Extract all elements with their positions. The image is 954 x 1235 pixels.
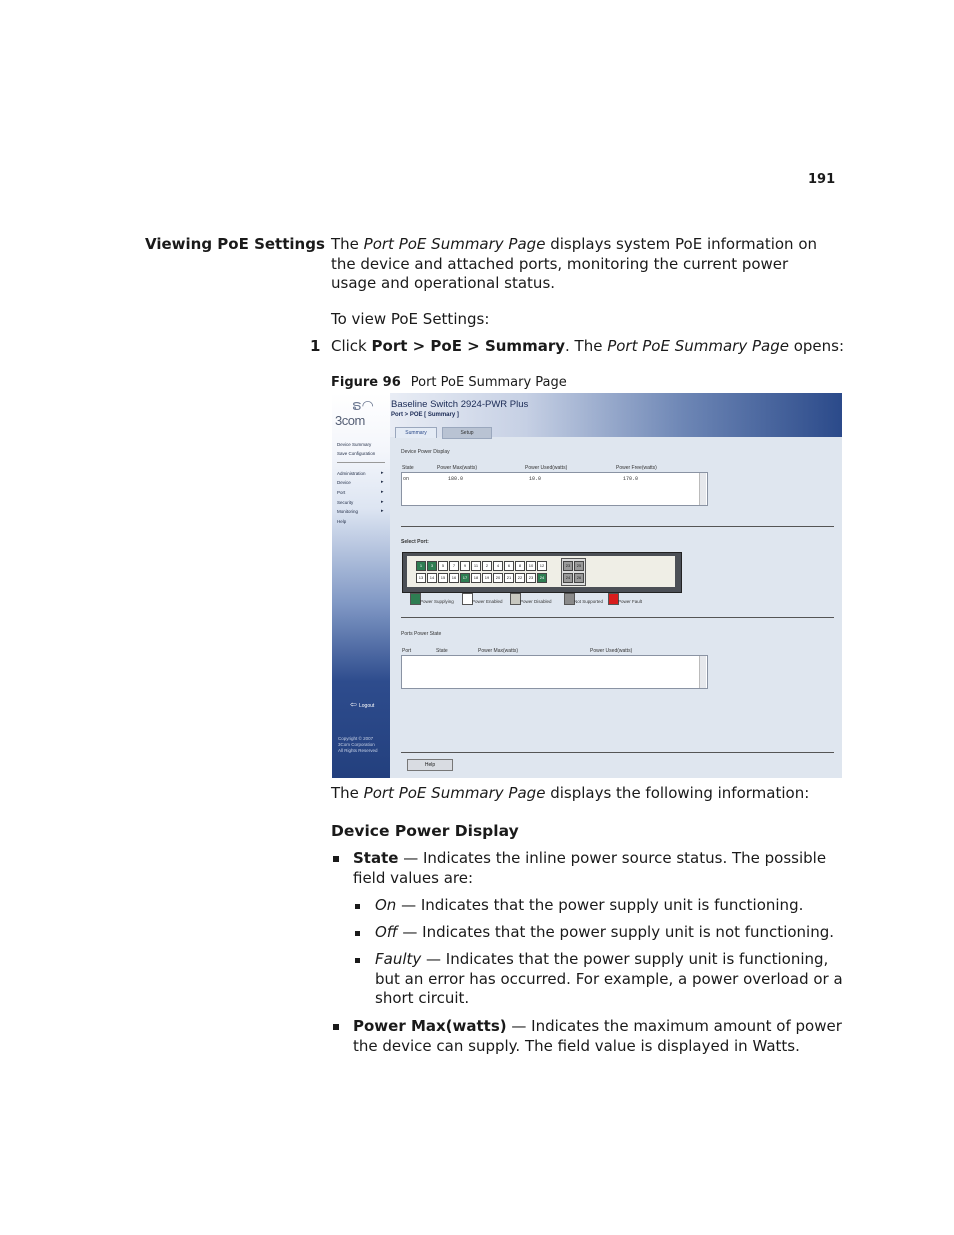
page-number: 191: [808, 172, 836, 187]
cell-power-max: 180.0: [448, 476, 464, 482]
scrollbar[interactable]: [699, 656, 706, 688]
port-14-button[interactable]: 14: [427, 573, 437, 583]
bullet-icon: [333, 1024, 339, 1030]
scrollbar[interactable]: [699, 473, 706, 505]
nav-device-summary[interactable]: Device Summary: [337, 442, 372, 447]
port-11-button[interactable]: 11: [471, 561, 481, 571]
bullet-state: State — Indicates the inline power source status. The possible field values are:: [353, 849, 827, 887]
nav-security[interactable]: Security: [337, 500, 354, 505]
nav-administration[interactable]: Administration: [337, 471, 366, 476]
port-3-button[interactable]: 3: [427, 561, 437, 571]
port-24-button[interactable]: 24: [563, 573, 573, 583]
after-figure-paragraph: The Port PoE Summary Page displays the following information:: [331, 784, 810, 802]
step-number: 1: [310, 337, 321, 355]
cell-power-used: 10.0: [529, 476, 542, 482]
nav-divider: [337, 462, 385, 463]
nav-device[interactable]: Device: [337, 480, 351, 485]
cell-power-free: 170.0: [623, 476, 639, 482]
legend-label: Not Supported: [574, 599, 604, 604]
3com-logo-icon: ຣ◠: [352, 398, 374, 414]
legend-label: Power Supplying: [420, 599, 454, 604]
port-16-button[interactable]: 16: [449, 573, 459, 583]
col-state: State: [436, 648, 448, 654]
chevron-right-icon: ▸: [381, 479, 384, 485]
bullet-icon: [355, 958, 360, 963]
chevron-right-icon: ▸: [381, 470, 384, 476]
logout-icon: ⇦: [350, 700, 357, 709]
nav-port[interactable]: Port: [337, 490, 346, 495]
tab-setup[interactable]: Setup: [442, 427, 492, 439]
bullet-icon: [355, 931, 360, 936]
chevron-right-icon: ▸: [381, 489, 384, 495]
port-19-button[interactable]: 19: [482, 573, 492, 583]
col-power-free: Power Free(watts): [616, 465, 657, 471]
breadcrumb: Port > POE [ Summary ]: [391, 412, 459, 418]
bullet-icon: [333, 856, 339, 862]
app-title: Baseline Switch 2924-PWR Plus: [391, 399, 529, 410]
device-power-title: Device Power Display: [401, 449, 450, 455]
col-power-max: Power Max(watts): [437, 465, 478, 471]
legend-label: Power Disabled: [520, 599, 552, 604]
copyright-line-1: Copyright © 2007: [338, 736, 374, 741]
col-state: State: [402, 465, 414, 471]
bullet-icon: [355, 904, 360, 909]
ports-power-table: [401, 655, 708, 689]
col-power-used: Power Used(watts): [590, 648, 633, 654]
copyright-line-3: All Rights Reserved: [338, 748, 378, 753]
nav-monitoring[interactable]: Monitoring: [337, 509, 359, 514]
to-view-text: To view PoE Settings:: [331, 310, 490, 328]
legend-label: Power Enabled: [472, 599, 503, 604]
poe-summary-screenshot: [332, 393, 842, 778]
port-17-button[interactable]: 17: [460, 573, 470, 583]
copyright-line-2: 3Com Corporation: [338, 742, 375, 747]
chevron-right-icon: ▸: [381, 508, 384, 514]
logout-link[interactable]: Logout: [359, 703, 375, 709]
port-5-button[interactable]: 5: [438, 561, 448, 571]
port-23-button[interactable]: 23: [563, 561, 573, 571]
logo-text: 3com: [335, 413, 365, 428]
port-25-button[interactable]: 25: [574, 561, 584, 571]
divider: [401, 526, 834, 527]
help-button[interactable]: Help: [407, 759, 453, 771]
port-24-button[interactable]: 24: [537, 573, 547, 583]
col-power-used: Power Used(watts): [525, 465, 568, 471]
bullet-power-max: Power Max(watts) — Indicates the maximum amount of power the device can supply. The field value is displayed in Watts.: [353, 1017, 842, 1055]
port-26-button[interactable]: 26: [574, 573, 584, 583]
port-4-button[interactable]: 4: [493, 561, 503, 571]
cell-state: on: [403, 476, 410, 482]
port-15-button[interactable]: 15: [438, 573, 448, 583]
bullet-on: On — Indicates that the power supply unit is functioning.: [375, 896, 804, 914]
port-7-button[interactable]: 7: [449, 561, 459, 571]
port-1-button[interactable]: 1: [416, 561, 426, 571]
port-20-button[interactable]: 20: [493, 573, 503, 583]
divider: [401, 617, 834, 618]
intro-paragraph: The Port PoE Summary Page displays system PoE information on the device and attached ports, monitoring the current power usage and operational status.: [331, 235, 818, 292]
divider: [401, 752, 834, 753]
port-13-button[interactable]: 13: [416, 573, 426, 583]
bullet-off: Off — Indicates that the power supply unit is not functioning.: [375, 923, 835, 941]
col-power-max: Power Max(watts): [478, 648, 519, 654]
subheading: Device Power Display: [331, 822, 519, 840]
port-22-button[interactable]: 22: [515, 573, 525, 583]
port-10-button[interactable]: 10: [526, 561, 536, 571]
port-8-button[interactable]: 8: [515, 561, 525, 571]
ports-power-title: Ports Power State: [401, 631, 442, 637]
bullet-faulty: Faulty — Indicates that the power supply unit is functioning, but an error has occurred. For example, a power overload or a short circuit.: [375, 950, 843, 1007]
nav-save-configuration[interactable]: Save Configuration: [337, 451, 376, 456]
step-text: Click Port > PoE > Summary. The Port PoE Summary Page opens:: [331, 337, 845, 355]
section-heading: Viewing PoE Settings: [145, 235, 325, 253]
figure-caption: Figure 96 Port PoE Summary Page: [331, 375, 567, 390]
port-23-button[interactable]: 23: [526, 573, 536, 583]
port-9-button[interactable]: 9: [460, 561, 470, 571]
port-12-button[interactable]: 12: [537, 561, 547, 571]
port-21-button[interactable]: 21: [504, 573, 514, 583]
chevron-right-icon: ▸: [381, 499, 384, 505]
col-port: Port: [402, 648, 412, 654]
select-port-label: Select Port:: [401, 539, 429, 545]
legend-label: Power Fault: [618, 599, 643, 604]
port-18-button[interactable]: 18: [471, 573, 481, 583]
nav-help[interactable]: Help: [337, 519, 347, 524]
tab-summary[interactable]: Summary: [395, 427, 437, 438]
port-6-button[interactable]: 6: [504, 561, 514, 571]
port-2-button[interactable]: 2: [482, 561, 492, 571]
